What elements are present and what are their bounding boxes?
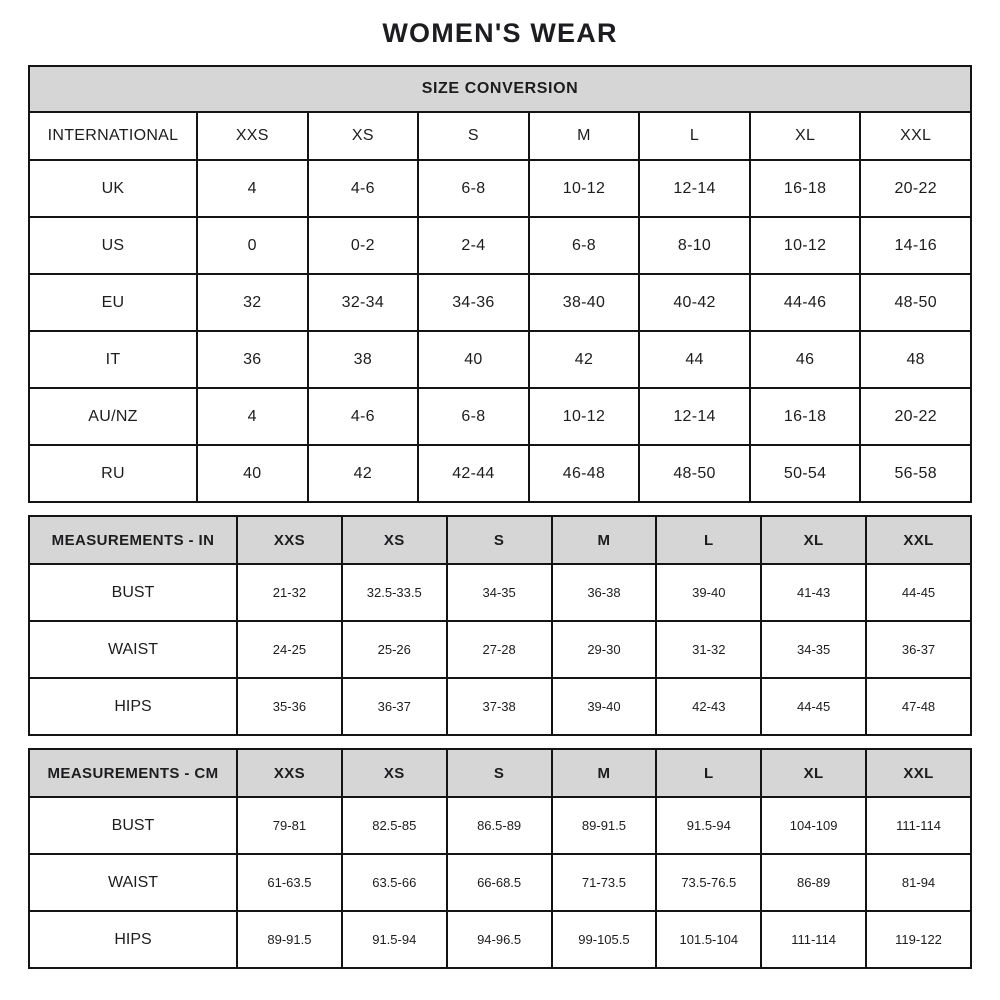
table-row	[29, 854, 971, 911]
size-cell: 2-4	[418, 217, 529, 274]
measurement-cell: 35-36	[237, 678, 342, 735]
column-header: XXL	[860, 112, 971, 160]
size-cell: 42	[529, 331, 640, 388]
measurement-cell: 34-35	[761, 621, 866, 678]
measurement-cell: 31-32	[656, 621, 761, 678]
measurements-cm-table	[28, 748, 972, 969]
measurement-cell: 101.5-104	[656, 911, 761, 968]
table-row	[29, 445, 971, 502]
measurement-cell: 111-114	[761, 911, 866, 968]
table-row	[29, 797, 971, 854]
measurement-cell: 66-68.5	[447, 854, 552, 911]
column-header: L	[639, 112, 750, 160]
size-cell: 12-14	[639, 160, 750, 217]
size-cell: 32-34	[308, 274, 419, 331]
size-conversion-caption: SIZE CONVERSION	[29, 66, 971, 112]
page-title: WOMEN'S WEAR	[382, 18, 618, 48]
size-cell: 20-22	[860, 160, 971, 217]
measurement-cell: 91.5-94	[656, 797, 761, 854]
table-row	[29, 331, 971, 388]
measurements-in-table	[28, 515, 972, 736]
size-cell: 56-58	[860, 445, 971, 502]
size-cell: 16-18	[750, 388, 861, 445]
size-cell: 6-8	[529, 217, 640, 274]
size-conversion-table	[28, 65, 972, 503]
table-row	[29, 388, 971, 445]
measurement-cell: 39-40	[656, 564, 761, 621]
size-cell: 4-6	[308, 160, 419, 217]
size-cell: 46-48	[529, 445, 640, 502]
size-cell: 16-18	[750, 160, 861, 217]
row-label: RU	[29, 445, 197, 502]
row-label: WAIST	[29, 621, 237, 678]
size-header: XS	[342, 516, 447, 564]
measurement-cell: 41-43	[761, 564, 866, 621]
measurement-cell: 42-43	[656, 678, 761, 735]
size-header: XXL	[866, 749, 971, 797]
size-cell: 36	[197, 331, 308, 388]
size-header: S	[447, 516, 552, 564]
size-header: M	[552, 749, 657, 797]
measurement-cell: 36-37	[342, 678, 447, 735]
measurement-cell: 119-122	[866, 911, 971, 968]
row-label: HIPS	[29, 678, 237, 735]
measurement-cell: 99-105.5	[552, 911, 657, 968]
column-header: XL	[750, 112, 861, 160]
size-cell: 48-50	[639, 445, 750, 502]
table-row	[29, 678, 971, 735]
size-cell: 44	[639, 331, 750, 388]
measurements-cm-caption: MEASUREMENTS - CM	[29, 749, 237, 797]
measurement-cell: 63.5-66	[342, 854, 447, 911]
measurement-cell: 29-30	[552, 621, 657, 678]
size-cell: 10-12	[529, 160, 640, 217]
column-header: XXS	[197, 112, 308, 160]
size-header: XS	[342, 749, 447, 797]
table-row	[29, 217, 971, 274]
table-row	[29, 911, 971, 968]
size-cell: 42-44	[418, 445, 529, 502]
size-cell: 14-16	[860, 217, 971, 274]
size-cell: 10-12	[750, 217, 861, 274]
size-header: XXL	[866, 516, 971, 564]
size-cell: 10-12	[529, 388, 640, 445]
size-cell: 48	[860, 331, 971, 388]
measurement-cell: 86-89	[761, 854, 866, 911]
size-header: S	[447, 749, 552, 797]
size-header: L	[656, 516, 761, 564]
size-cell: 44-46	[750, 274, 861, 331]
size-cell: 20-22	[860, 388, 971, 445]
column-header: INTERNATIONAL	[29, 112, 197, 160]
row-label: AU/NZ	[29, 388, 197, 445]
table-row	[29, 564, 971, 621]
measurement-cell: 73.5-76.5	[656, 854, 761, 911]
measurement-cell: 47-48	[866, 678, 971, 735]
measurement-cell: 24-25	[237, 621, 342, 678]
size-cell: 4	[197, 160, 308, 217]
measurement-cell: 79-81	[237, 797, 342, 854]
column-header-row	[29, 112, 971, 160]
measurement-cell: 32.5-33.5	[342, 564, 447, 621]
size-cell: 4	[197, 388, 308, 445]
measurement-cell: 25-26	[342, 621, 447, 678]
measurement-cell: 39-40	[552, 678, 657, 735]
measurement-cell: 94-96.5	[447, 911, 552, 968]
measurement-cell: 89-91.5	[237, 911, 342, 968]
measurement-cell: 71-73.5	[552, 854, 657, 911]
row-label: EU	[29, 274, 197, 331]
table-row	[29, 160, 971, 217]
measurement-cell: 81-94	[866, 854, 971, 911]
measurement-cell: 37-38	[447, 678, 552, 735]
measurements-in-header-row	[29, 516, 971, 564]
size-cell: 4-6	[308, 388, 419, 445]
size-cell: 0-2	[308, 217, 419, 274]
row-label: HIPS	[29, 911, 237, 968]
size-cell: 40-42	[639, 274, 750, 331]
size-cell: 48-50	[860, 274, 971, 331]
size-cell: 38-40	[529, 274, 640, 331]
size-cell: 6-8	[418, 388, 529, 445]
size-header: XXS	[237, 516, 342, 564]
column-header: XS	[308, 112, 419, 160]
measurement-cell: 44-45	[761, 678, 866, 735]
row-label: WAIST	[29, 854, 237, 911]
table-row	[29, 621, 971, 678]
measurements-cm-header-row	[29, 749, 971, 797]
size-cell: 34-36	[418, 274, 529, 331]
size-cell: 8-10	[639, 217, 750, 274]
size-cell: 38	[308, 331, 419, 388]
size-header: M	[552, 516, 657, 564]
measurement-cell: 82.5-85	[342, 797, 447, 854]
measurement-cell: 36-38	[552, 564, 657, 621]
measurement-cell: 34-35	[447, 564, 552, 621]
measurement-cell: 111-114	[866, 797, 971, 854]
column-header: M	[529, 112, 640, 160]
row-label: US	[29, 217, 197, 274]
row-label: BUST	[29, 564, 237, 621]
measurements-in-caption: MEASUREMENTS - IN	[29, 516, 237, 564]
row-label: UK	[29, 160, 197, 217]
column-header: S	[418, 112, 529, 160]
size-cell: 46	[750, 331, 861, 388]
size-cell: 32	[197, 274, 308, 331]
size-header: XL	[761, 516, 866, 564]
size-cell: 40	[197, 445, 308, 502]
table-row	[29, 274, 971, 331]
measurement-cell: 44-45	[866, 564, 971, 621]
measurement-cell: 61-63.5	[237, 854, 342, 911]
row-label: BUST	[29, 797, 237, 854]
size-header: XL	[761, 749, 866, 797]
measurement-cell: 21-32	[237, 564, 342, 621]
measurement-cell: 27-28	[447, 621, 552, 678]
row-label: IT	[29, 331, 197, 388]
size-cell: 42	[308, 445, 419, 502]
size-header: XXS	[237, 749, 342, 797]
measurement-cell: 91.5-94	[342, 911, 447, 968]
size-cell: 40	[418, 331, 529, 388]
measurement-cell: 89-91.5	[552, 797, 657, 854]
size-cell: 12-14	[639, 388, 750, 445]
measurement-cell: 86.5-89	[447, 797, 552, 854]
size-cell: 50-54	[750, 445, 861, 502]
size-cell: 6-8	[418, 160, 529, 217]
measurement-cell: 104-109	[761, 797, 866, 854]
measurement-cell: 36-37	[866, 621, 971, 678]
size-header: L	[656, 749, 761, 797]
size-cell: 0	[197, 217, 308, 274]
table-caption-row	[29, 66, 971, 112]
